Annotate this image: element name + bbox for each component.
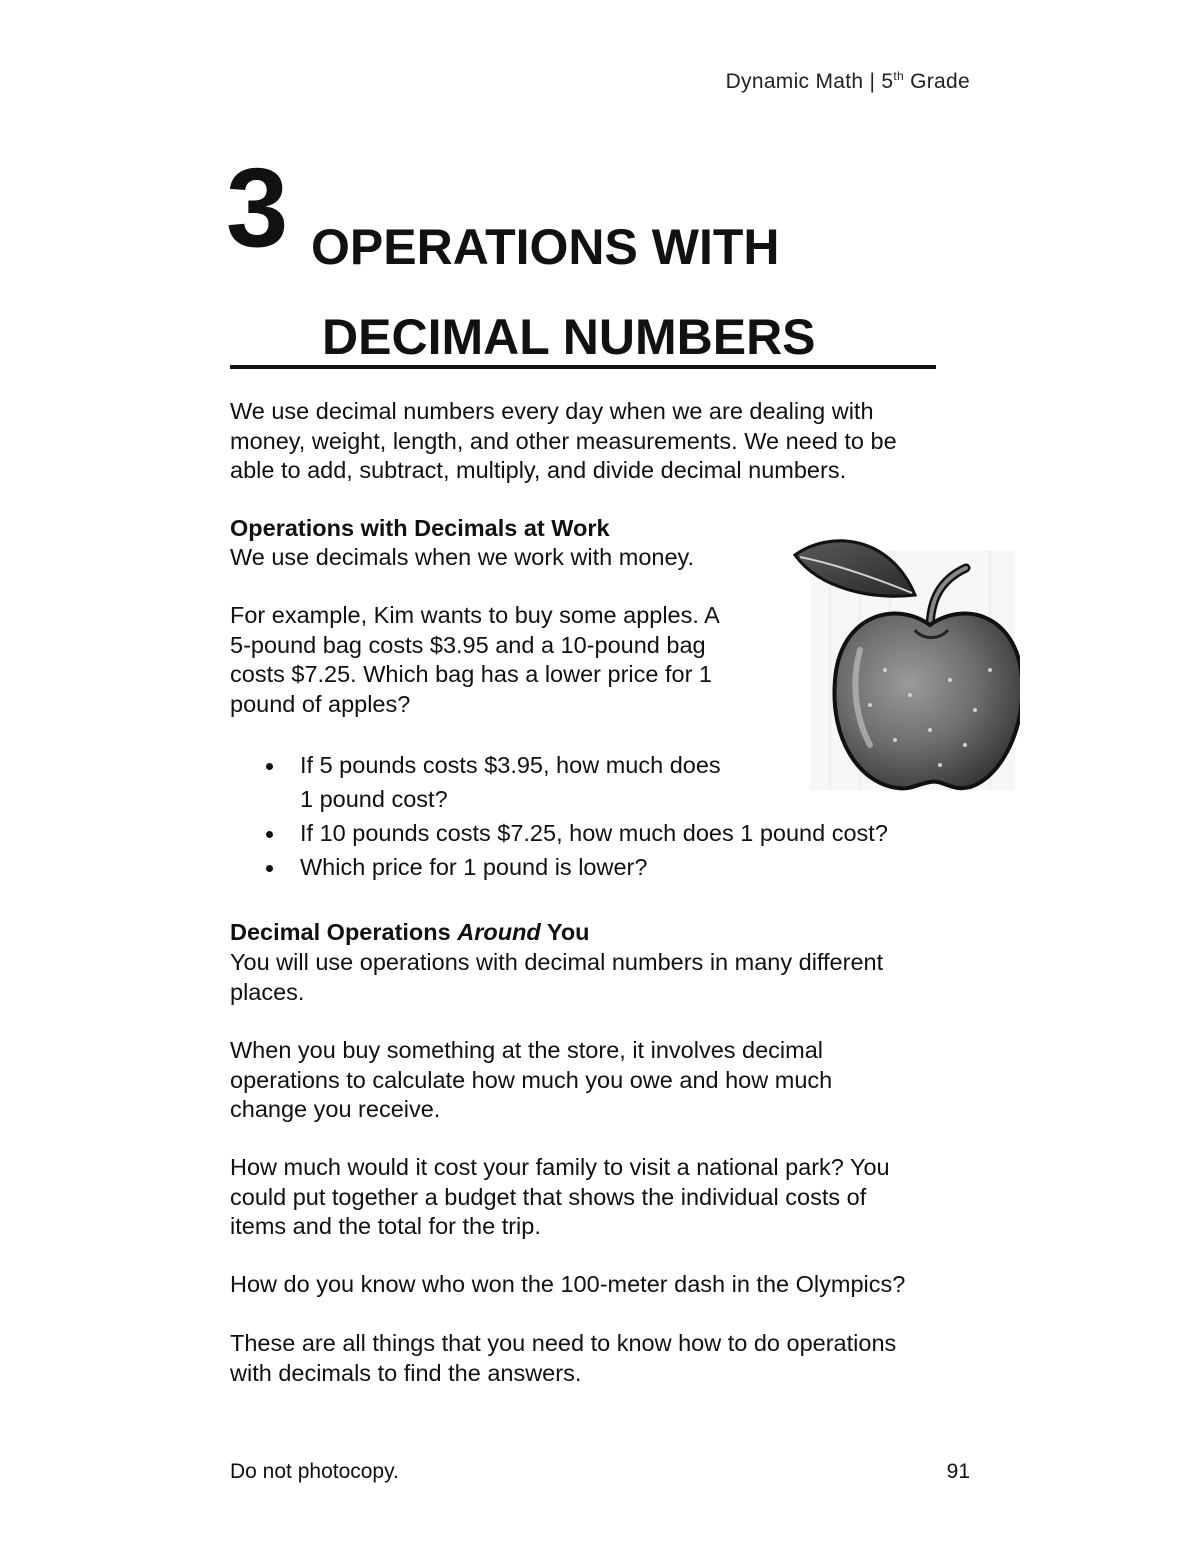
text-line: 5-pound bag costs $3.95 and a 10-pound bag <box>230 631 706 658</box>
around-paragraph-3 <box>230 1153 890 1242</box>
text-line: For example, Kim wants to buy some apples. A <box>230 602 720 628</box>
title-underline <box>230 365 936 369</box>
footer-notice: Do not photocopy. <box>230 1460 399 1483</box>
text-line: operations to calculate how much you owe and how much <box>230 1066 833 1093</box>
text-line: costs $7.25. Which bag has a lower price for 1 <box>230 661 712 687</box>
text-line: places. <box>230 978 305 1005</box>
chapter-number: 3 <box>226 145 287 270</box>
text-line: How do you know who won the 100-meter dash in the Olympics? <box>230 1271 906 1297</box>
chapter-title-line2: DECIMAL NUMBERS <box>322 309 816 365</box>
text-line: These are all things that you need to know how to do operations <box>230 1330 897 1356</box>
work-intro-line: We use decimals when we work with money. <box>230 544 695 570</box>
text-line: change you receive. <box>230 1096 441 1122</box>
around-paragraph-2 <box>230 1036 832 1125</box>
list-item: If 5 pounds costs $3.95, how much does 1 pound cost? <box>262 748 888 816</box>
text-line: able to add, subtract, multiply, and divide decimal numbers. <box>230 457 847 483</box>
intro-paragraph <box>230 397 897 486</box>
around-paragraph-4 <box>230 1270 905 1300</box>
text-line: money, weight, length, and other measurements. We need to be <box>230 427 897 454</box>
text-line: When you buy something at the store, it involves decimal <box>230 1037 824 1063</box>
text-line: How much would it cost your family to visit a national park? You <box>230 1154 890 1180</box>
text-line: could put together a budget that shows the individual costs of <box>230 1183 867 1210</box>
chapter-title-line1: OPERATIONS WITH <box>311 219 780 275</box>
around-paragraph-1 <box>230 948 883 1007</box>
text-line: with decimals to find the answers. <box>230 1359 582 1386</box>
list-item: Which price for 1 pound is lower? <box>262 850 888 884</box>
text-line: You will use operations with decimal numbers in many different <box>230 949 884 975</box>
section-heading-work: Operations with Decimals at Work <box>230 515 610 541</box>
around-paragraph-5 <box>230 1329 896 1388</box>
text-line: items and the total for the trip. <box>230 1213 541 1239</box>
example-paragraph <box>230 601 720 719</box>
page-number: 91 <box>946 1460 970 1483</box>
section-heading-around: Decimal Operations Around You <box>230 919 590 945</box>
apple-icon <box>790 530 1020 795</box>
list-item: If 10 pounds costs $7.25, how much does 1 pound cost? <box>262 816 888 850</box>
running-header: Dynamic Math | 5th Grade <box>725 69 970 93</box>
text-line: We use decimal numbers every day when we are dealing with <box>230 398 874 424</box>
text-line: pound of apples? <box>230 690 411 717</box>
